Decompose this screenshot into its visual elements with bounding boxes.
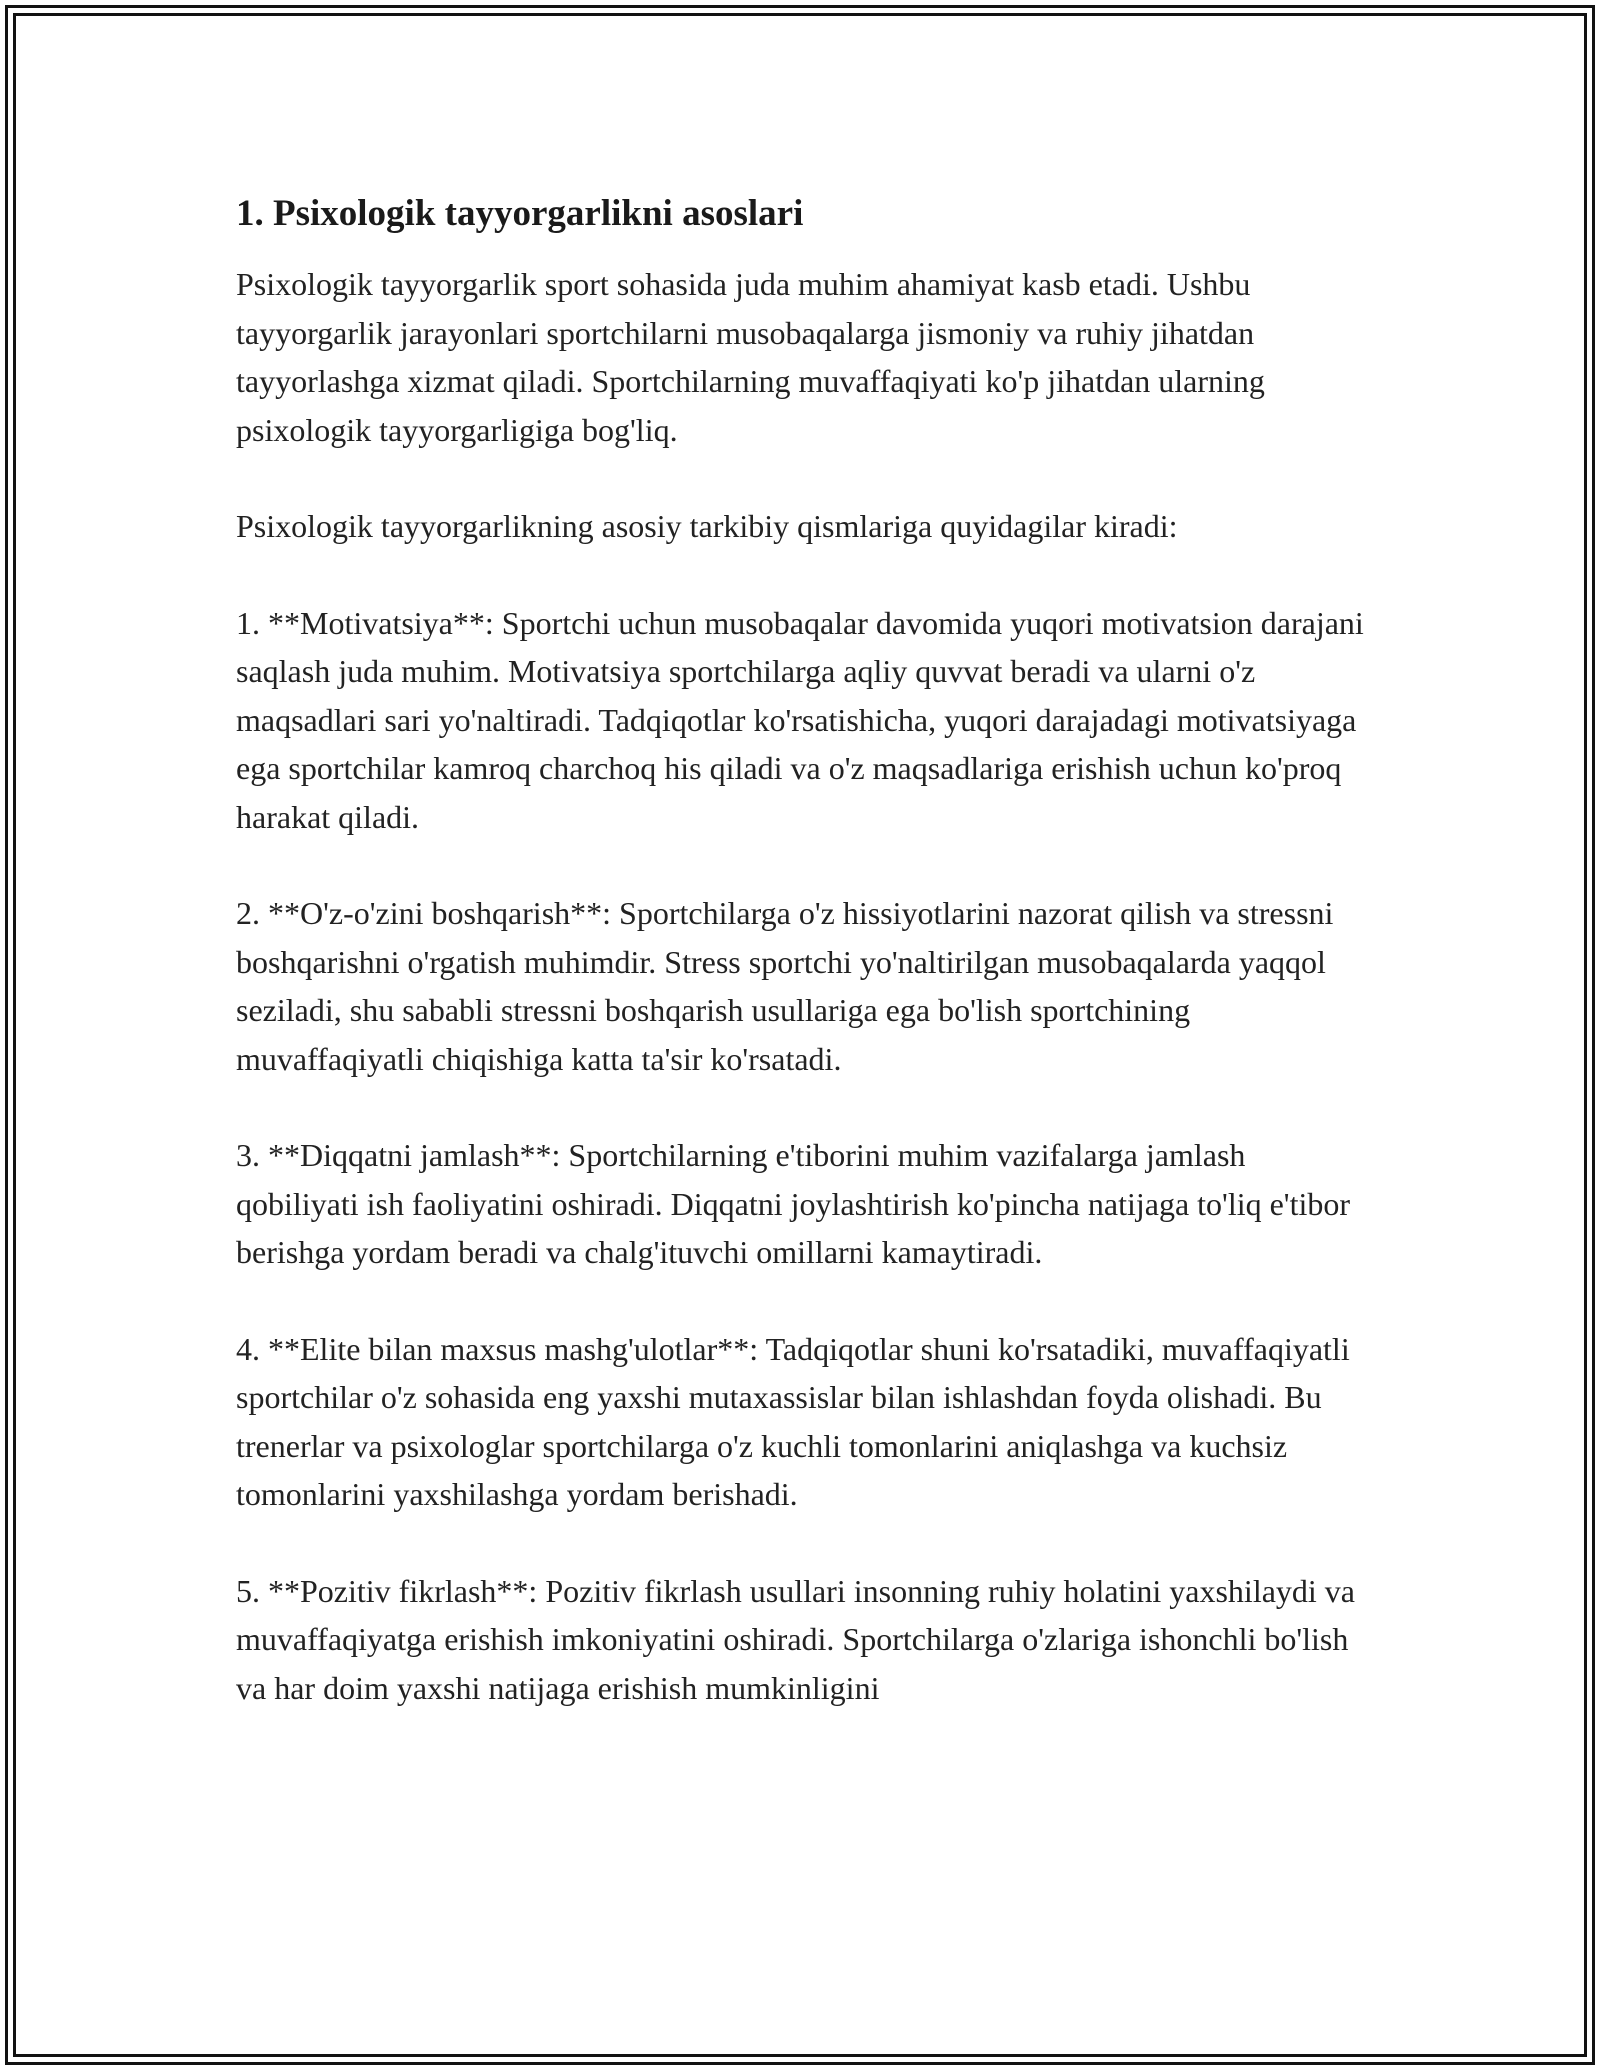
elite-training-paragraph: 4. **Elite bilan maxsus mashg'ulotlar**: Tadqiqotlar shuni ko'rsatadiki, muvaffaqiyatli sportchilar o'z sohasida eng yaxshi mutaxassislar bilan ishlashdan foyda olishadi. Bu trenerlar va psixologlar sportchilarga o'z kuchli tomonlarini aniqlashga va kuchsiz tomonlarini yaxshilashga yordam berishadi. — [236, 1330, 1350, 1512]
focus-paragraph: 3. **Diqqatni jamlash**: Sportchilarning e'tiborini muhim vazifalarga jamlash qobiliyati ish faoliyatini oshiradi. Diqqatni joylashtirish ko'pincha natijaga to'liq e'tibor berishga yordam beradi va chalg'ituvchi omillarni kamaytiradi. — [236, 1137, 1350, 1270]
intro-paragraph: Psixologik tayyorgarlik sport sohasida juda muhim ahamiyat kasb etadi. Ushbu tayyorgarlik jarayonlari sportchilarni musobaqalarga jismoniy va ruhiy jihatdan tayyorlashga xizmat qiladi. Sportchilarning muvaffaqiyati ko'p jihatdan ularning psixologik tayyorgarligiga bog'liq. — [236, 266, 1265, 448]
motivation-paragraph: 1. **Motivatsiya**: Sportchi uchun musobaqalar davomida yuqori motivatsion darajani saqlash juda muhim. Motivatsiya sportchilarga aqliy quvvat beradi va ularni o'z maqsadlari sari yo'naltiradi. Tadqiqotlar ko'rsatishicha, yuqori darajadagi motivatsiyaga ega sportchilar kamroq charchoq his qiladi va o'z maqsadlariga erishish uchun ko'proq harakat qiladi. — [236, 604, 1364, 835]
self-management-paragraph: 2. **O'z-o'zini boshqarish**: Sportchilarga o'z hissiyotlarini nazorat qilish va stressni boshqarishni o'rgatish muhimdir. Stress sportchi yo'naltirilgan musobaqalarda yaqqol seziladi, shu sababli stressni boshqarish usullariga ega bo'lish sportchining muvaffaqiyatli chiqishiga katta ta'sir ko'rsatadi. — [236, 895, 1334, 1077]
document-body — [236, 188, 1371, 1760]
section-heading: 1. Psixologik tayyorgarlikni asoslari — [236, 193, 804, 234]
positive-thinking-paragraph: 5. **Pozitiv fikrlash**: Pozitiv fikrlash usullari insonning ruhiy holatini yaxshilaydi va muvaffaqiyatga erishish imkoniyatini oshiradi. Sportchilarga o'zlariga ishonchli bo'lish va har doim yaxshi natijaga erishish mumkinligini — [236, 1572, 1355, 1706]
components-intro-paragraph: Psixologik tayyorgarlikning asosiy tarkibiy qismlariga quyidagilar kiradi: — [236, 508, 1178, 544]
